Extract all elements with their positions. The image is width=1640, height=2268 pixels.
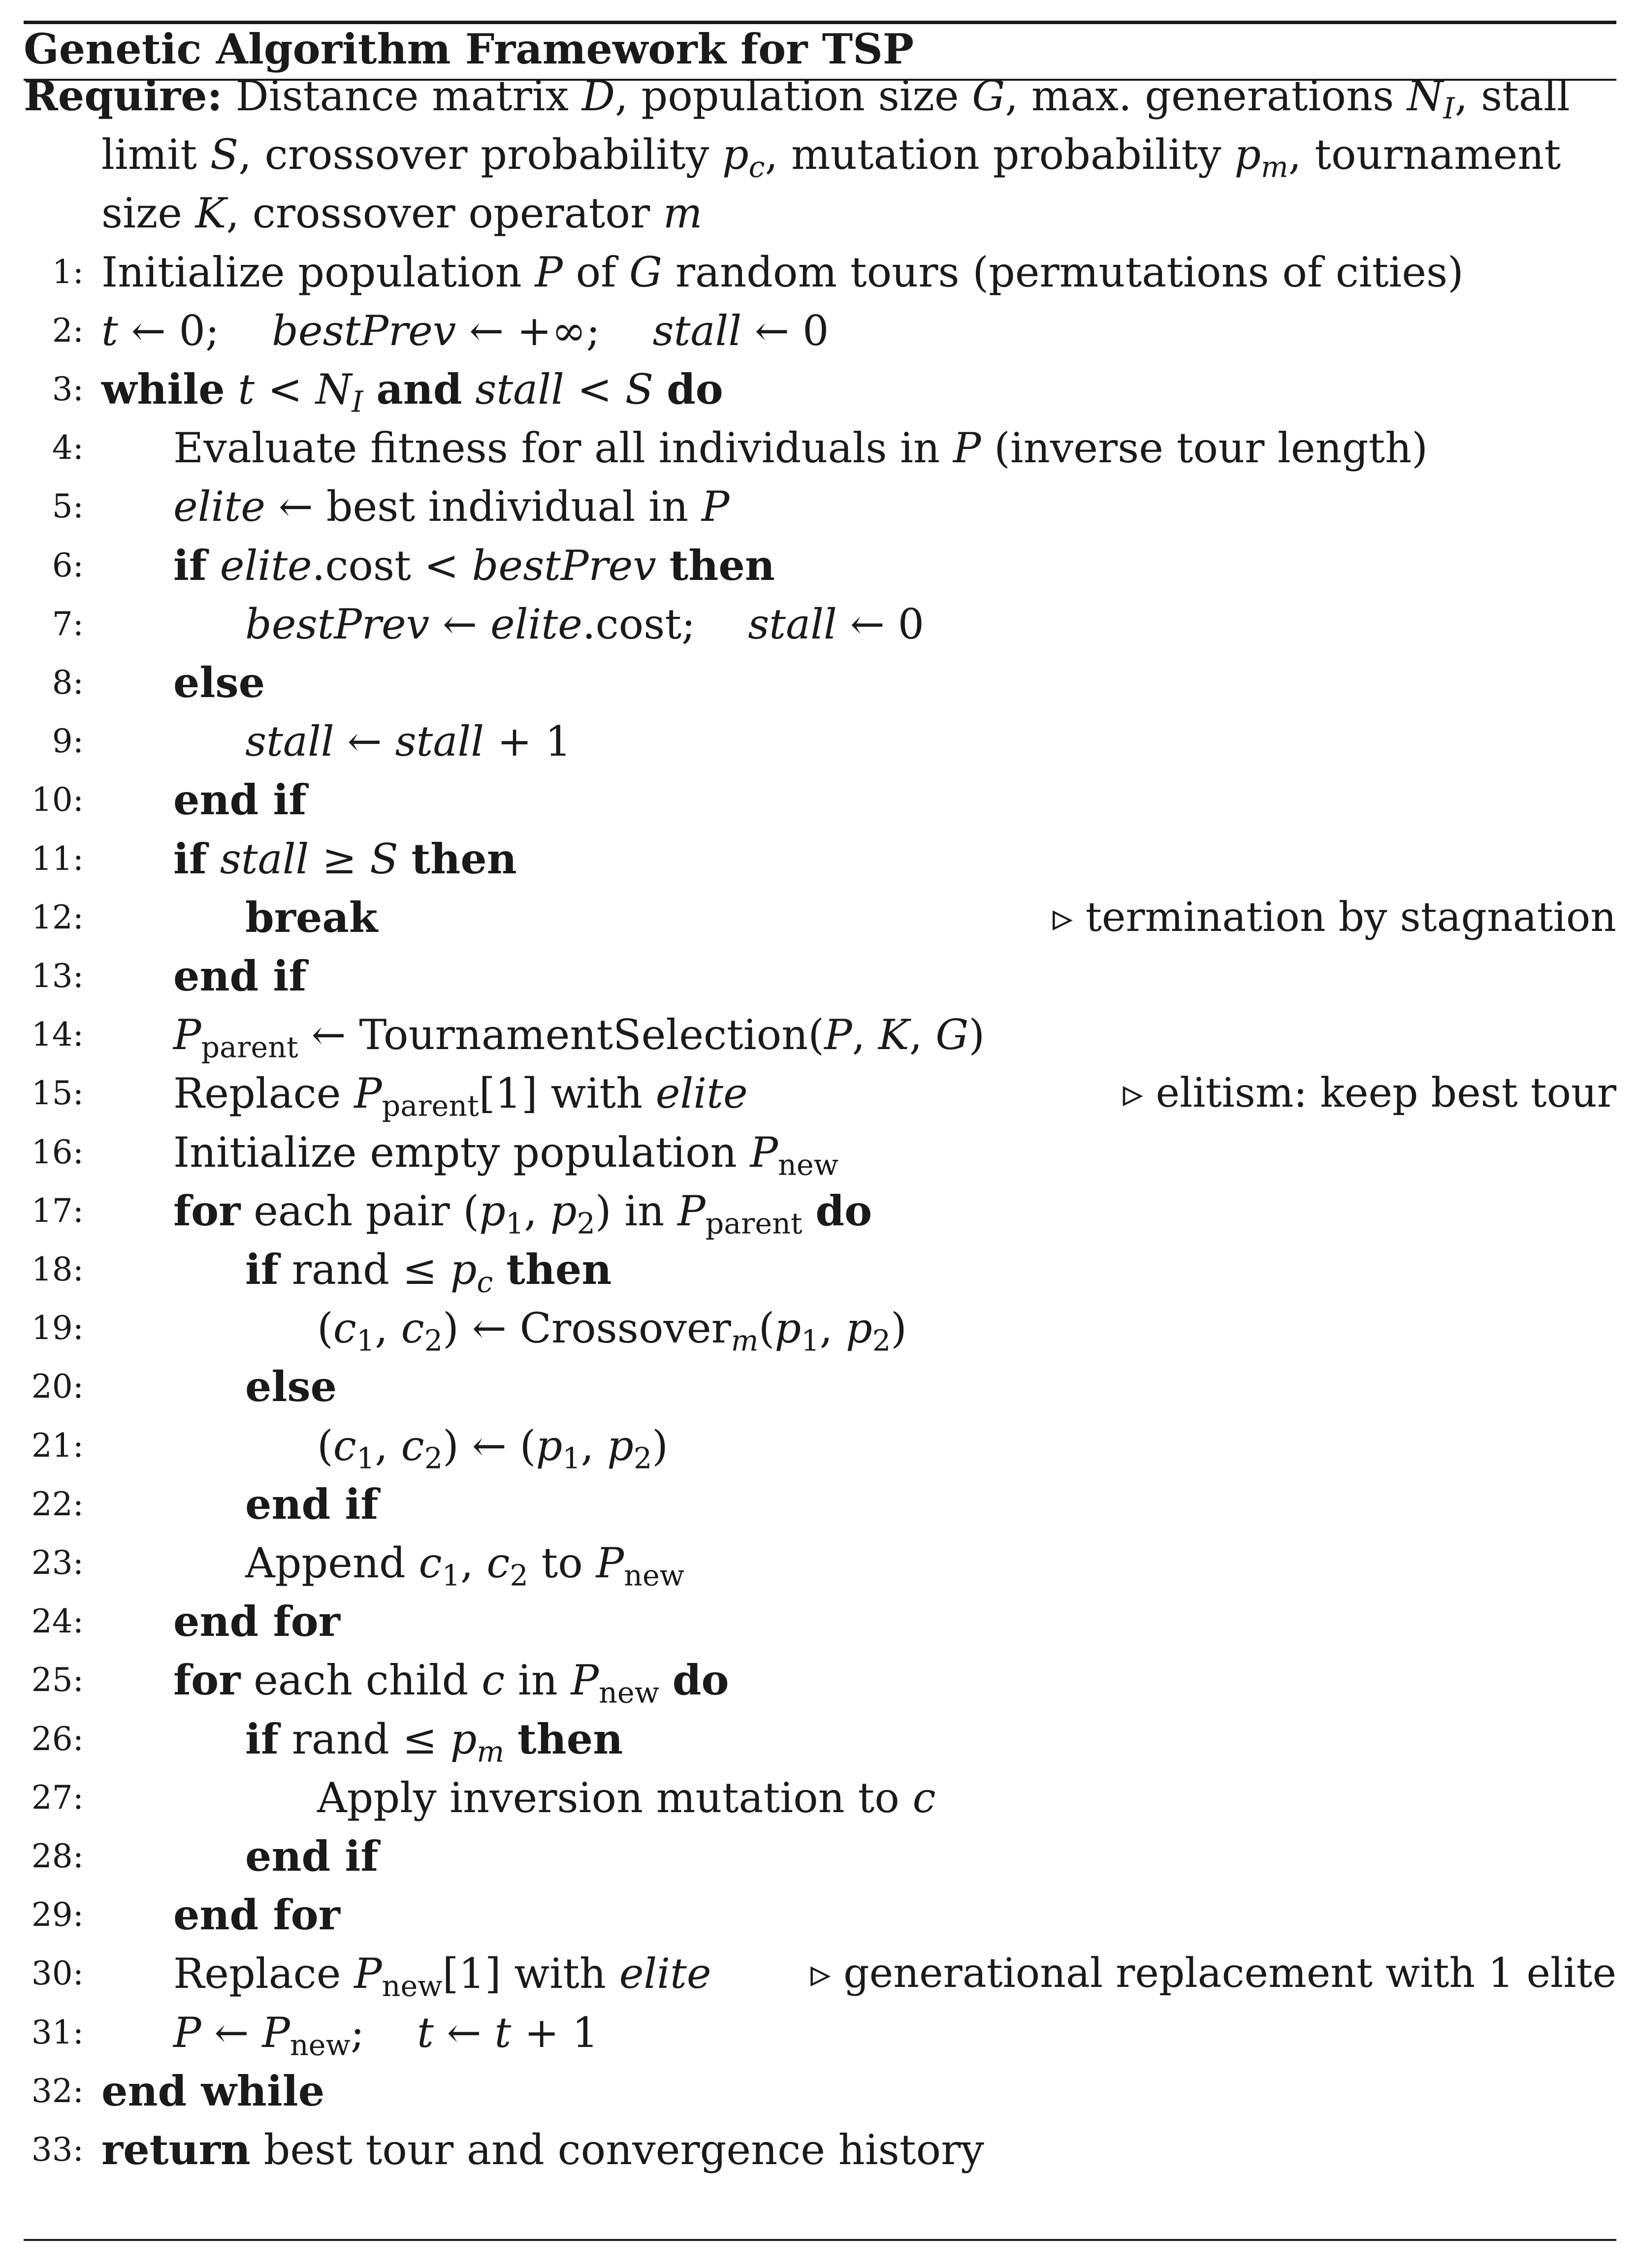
algorithm-line bbox=[24, 2062, 1616, 2121]
line-number: 25: bbox=[31, 1661, 84, 1699]
line-code: Evaluate fitness for all individuals in P (inverse tour length) bbox=[173, 424, 1428, 473]
line-code: end for bbox=[173, 1890, 340, 1940]
line-number: 30: bbox=[31, 1954, 84, 1993]
algorithm-line bbox=[24, 1240, 1616, 1299]
line-number: 5: bbox=[52, 487, 84, 526]
algorithm-line bbox=[24, 595, 1616, 654]
line-number: 12: bbox=[31, 898, 84, 936]
line-number: 18: bbox=[31, 1250, 84, 1288]
algorithm-line bbox=[24, 418, 1616, 478]
algorithm-line bbox=[24, 888, 1616, 947]
line-code: end if bbox=[245, 1479, 379, 1529]
line-number: 17: bbox=[31, 1191, 84, 1230]
line-comment: ▹ generational replacement with 1 elite bbox=[810, 1950, 1616, 1997]
algorithm-line bbox=[24, 360, 1616, 419]
line-number: 9: bbox=[52, 722, 84, 761]
algorithm-line bbox=[24, 947, 1616, 1006]
algorithm-title: Genetic Algorithm Framework for TSP bbox=[24, 25, 914, 73]
algorithm-line bbox=[24, 1123, 1616, 1182]
line-number: 7: bbox=[52, 605, 84, 643]
line-code: stall ← stall + 1 bbox=[245, 717, 572, 766]
line-code: end while bbox=[101, 2066, 325, 2115]
line-code: Initialize empty population $P_{new}$ bbox=[173, 1128, 838, 1182]
algorithm-line bbox=[24, 1710, 1616, 1769]
line-number: 33: bbox=[31, 2131, 84, 2169]
line-code: end if bbox=[245, 1832, 379, 1881]
algorithm-line bbox=[24, 1416, 1616, 1475]
algorithm-line bbox=[24, 477, 1616, 536]
line-number: 26: bbox=[31, 1720, 84, 1758]
line-number: 15: bbox=[31, 1074, 84, 1113]
line-number: 29: bbox=[31, 1896, 84, 1934]
line-number: 21: bbox=[31, 1426, 84, 1465]
line-number: 8: bbox=[52, 664, 84, 702]
line-code: Replace $P_{parent}[1]$ with elite bbox=[173, 1069, 748, 1123]
algorithm-line bbox=[24, 1182, 1616, 1241]
line-number: 32: bbox=[31, 2072, 84, 2110]
algorithm-line bbox=[24, 2003, 1616, 2062]
algorithm-line bbox=[24, 1299, 1616, 1358]
line-code: for each pair ($p_1$, $p_2$) in $P_{parent}$ do bbox=[173, 1186, 872, 1241]
line-number: 4: bbox=[52, 429, 84, 467]
algorithm-line bbox=[24, 1064, 1616, 1123]
line-number: 23: bbox=[31, 1544, 84, 1582]
line-number: 6: bbox=[52, 546, 84, 584]
algorithm-line bbox=[24, 1592, 1616, 1651]
require-line: limit S, crossover probability $p_c$, mutation probability $p_m$, tournament bbox=[101, 130, 1561, 184]
line-code: ($c_1$, $c_2$) ← ($p_1$, $p_2$) bbox=[317, 1421, 669, 1475]
algorithm-line bbox=[24, 1357, 1616, 1416]
require-line: size K, crossover operator m bbox=[101, 189, 703, 238]
algorithm-line bbox=[24, 536, 1616, 595]
line-code: if stall ≥ S then bbox=[173, 834, 517, 883]
line-code: return best tour and convergence history bbox=[101, 2125, 984, 2174]
line-code: for each child c in $P_{new}$ do bbox=[173, 1656, 729, 1710]
algorithm-line bbox=[24, 1827, 1616, 1886]
top-rule bbox=[24, 21, 1616, 24]
algorithm-line bbox=[24, 301, 1616, 360]
line-comment: ▹ elitism: keep best tour bbox=[1123, 1070, 1616, 1117]
algorithm-line bbox=[24, 712, 1616, 771]
line-code: if rand ≤ $p_m$ then bbox=[245, 1714, 623, 1769]
line-code: t ← 0; bestPrev ← +∞; stall ← 0 bbox=[101, 306, 829, 355]
line-number: 28: bbox=[31, 1837, 84, 1875]
line-code: Initialize population P of G random tours (permutations of cities) bbox=[101, 248, 1464, 296]
algorithm-line bbox=[24, 770, 1616, 830]
line-number: 19: bbox=[31, 1309, 84, 1347]
algorithm-line bbox=[24, 1944, 1616, 2003]
algorithm-block bbox=[24, 0, 1616, 2268]
line-code: else bbox=[245, 1362, 337, 1411]
line-code: else bbox=[173, 658, 265, 707]
line-code: elite ← best individual in P bbox=[173, 482, 730, 531]
algorithm-line bbox=[24, 1475, 1616, 1534]
bottom-rule bbox=[24, 2239, 1616, 2241]
line-number: 27: bbox=[31, 1778, 84, 1817]
algorithm-line bbox=[24, 653, 1616, 712]
line-code: Apply inversion mutation to c bbox=[317, 1773, 936, 1822]
algorithm-line bbox=[24, 1885, 1616, 1945]
line-number: 13: bbox=[31, 957, 84, 995]
line-number: 16: bbox=[31, 1133, 84, 1171]
line-code: end for bbox=[173, 1597, 340, 1646]
line-code: end if bbox=[173, 775, 307, 825]
line-code: if elite.cost < bestPrev then bbox=[173, 541, 775, 590]
algorithm-line bbox=[24, 2120, 1616, 2179]
line-number: 14: bbox=[31, 1016, 84, 1054]
line-number: 1: bbox=[52, 253, 84, 291]
line-code: end if bbox=[173, 952, 307, 1000]
line-number: 22: bbox=[31, 1485, 84, 1523]
line-code: bestPrev ← elite.cost; stall ← 0 bbox=[245, 600, 925, 648]
algorithm-line bbox=[24, 243, 1616, 302]
line-code: $P_{parent}$ ← TournamentSelection(P, K, G) bbox=[173, 1011, 985, 1064]
line-code: while $t < N_I$ and stall < S do bbox=[101, 365, 723, 419]
line-number: 11: bbox=[31, 839, 84, 878]
algorithm-line bbox=[24, 1005, 1616, 1064]
algorithm-line bbox=[24, 1651, 1616, 1710]
line-number: 31: bbox=[31, 2013, 84, 2051]
line-number: 10: bbox=[31, 781, 84, 819]
line-code: ($c_1$, $c_2$) ← $Crossover_m(p_1$, $p_2$) bbox=[317, 1304, 907, 1358]
line-code: if rand ≤ $p_c$ then bbox=[245, 1245, 612, 1299]
line-number: 2: bbox=[52, 311, 84, 350]
line-comment: ▹ termination by stagnation bbox=[1052, 894, 1616, 941]
line-code: break bbox=[245, 893, 378, 942]
line-code: Replace $P_{new}[1]$ with elite bbox=[173, 1949, 711, 2003]
algorithm-line bbox=[24, 1533, 1616, 1593]
require-line: Require: Distance matrix D, population size G, max. generations $N_I$, stall bbox=[24, 71, 1570, 126]
algorithm-line bbox=[24, 830, 1616, 889]
line-code: Append $c_1$, $c_2$ to $P_{new}$ bbox=[245, 1539, 685, 1593]
algorithm-line bbox=[24, 1768, 1616, 1827]
line-number: 3: bbox=[52, 370, 84, 408]
line-code: P ← $P_{new}$; t ← t + 1 bbox=[173, 2008, 599, 2062]
line-number: 20: bbox=[31, 1368, 84, 1406]
line-number: 24: bbox=[31, 1602, 84, 1641]
